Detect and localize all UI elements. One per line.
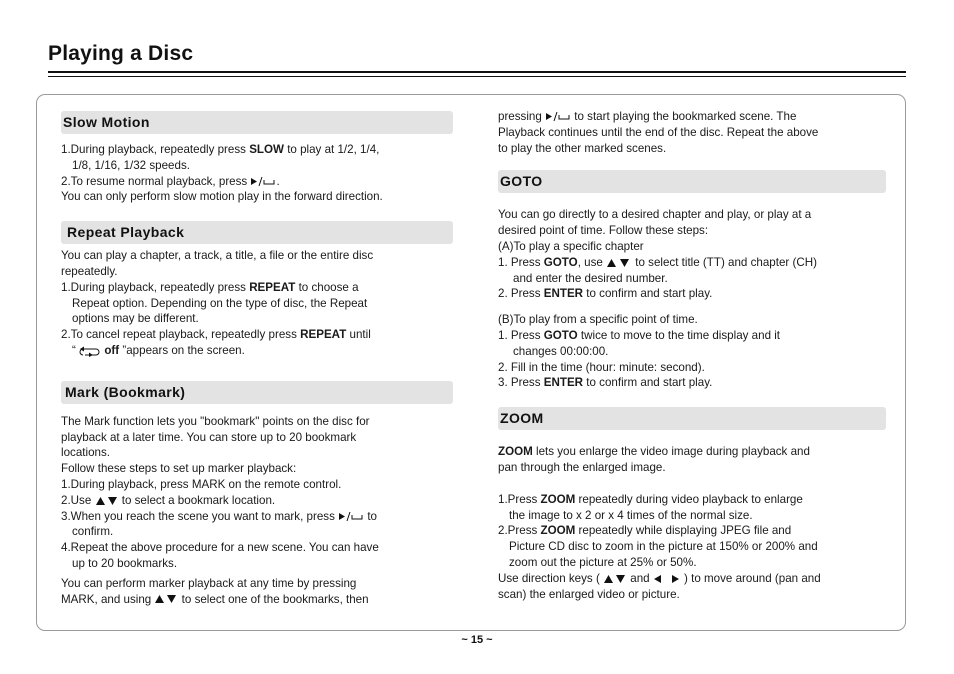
mark-line: locations. [61,446,110,460]
up-down-arrows-icon [603,574,627,584]
mark-line: 4.Repeat the above procedure for a new scene. You can have [61,541,379,555]
zoom-line: pan through the enlarged image. [498,460,666,474]
goto-line: (B)To play from a specific point of time. [498,313,698,327]
zoom-line: 2.Press ZOOM repeatedly while displaying JPEG file and [498,524,792,538]
zoom-heading: ZOOM [498,407,886,430]
right-column [498,109,886,602]
left-right-arrows-icon [653,574,681,584]
mark-line: playback at a later time. You can store up to 20 bookmark [61,430,357,444]
goto-line: 1. Press GOTO, use to select title (TT) and chapter (CH) [498,255,817,269]
page-number: ~ 15 ~ [461,634,493,646]
repeat-line: You can play a chapter, a track, a title, a file or the entire disc [61,249,374,263]
repeat-line: repeatedly. [61,264,118,278]
slow-motion-heading: Slow Motion [61,111,453,134]
play-pause-icon [250,176,276,187]
mark-line: The Mark function lets you "bookmark" points on the disc for [61,414,370,428]
title-rule-thick [48,71,906,73]
mark-line: 3.When you reach the scene you want to mark, press to [61,509,377,523]
mark-line: 2.Use to select a bookmark location. [61,493,276,507]
zoom-line: ZOOM lets you enlarge the video image during playback and [498,445,810,459]
goto-line: 2. Press ENTER to confirm and start play. [498,287,713,301]
mark-line: MARK, and using to select one of the bookmarks, then [61,592,369,606]
up-down-arrows-icon [154,594,178,604]
repeat-line: Repeat option. Depending on the type of disc, the Repeat [72,296,368,310]
slow-motion-line: 1/8, 1/16, 1/32 speeds. [72,158,190,172]
repeat-line: options may be different. [72,312,199,326]
slow-motion-line: 1.During playback, repeatedly press SLOW to play at 1/2, 1/4, [61,143,380,156]
mark-continued-line: pressing to start playing the bookmarked scene. The [498,110,797,123]
zoom-line: scan) the enlarged video or picture. [498,587,680,601]
goto-line: changes 00:00:00. [513,344,609,358]
mark-line: 1.During playback, press MARK on the remote control. [61,477,342,491]
play-pause-icon [338,511,364,522]
repeat-playback-heading: Repeat Playback [61,221,453,244]
goto-line: 1. Press GOTO twice to move to the time display and it [498,328,781,342]
slow-motion-line: 2.To resume normal playback, press . [61,174,280,188]
zoom-line: 1.Press ZOOM repeatedly during video playback to enlarge [498,492,803,506]
repeat-icon [79,345,101,357]
goto-line: and enter the desired number. [513,271,668,285]
goto-line: 2. Fill in the time (hour: minute: second). [498,360,705,374]
mark-line: You can perform marker playback at any time by pressing [61,576,357,590]
goto-line: You can go directly to a desired chapter and play, or play at a [498,208,812,222]
title-rule-thin [48,76,906,77]
up-down-arrows-icon [95,496,119,506]
page-title: Playing a Disc [48,42,194,65]
play-pause-icon [545,111,571,122]
zoom-line: Picture CD disc to zoom in the picture at 150% or 200% and [509,540,818,554]
repeat-line: “ off ”appears on the screen. [72,343,245,357]
left-column [61,111,453,607]
goto-heading: GOTO [498,170,886,193]
zoom-line: zoom out the picture at 25% or 50%. [509,555,697,569]
zoom-line: Use direction keys ( and ) to move around (pan and [498,571,821,585]
up-down-arrows-icon [606,258,632,268]
goto-line: desired point of time. Follow these steps: [498,224,709,238]
mark-bookmark-heading: Mark (Bookmark) [61,381,453,404]
mark-continued-line: to play the other marked scenes. [498,141,667,155]
slow-motion-line: You can only perform slow motion play in the forward direction. [61,190,383,204]
mark-line: Follow these steps to set up marker playback: [61,462,297,476]
goto-line: (A)To play a specific chapter [498,239,644,253]
zoom-line: the image to x 2 or x 4 times of the normal size. [509,508,753,522]
goto-line: 3. Press ENTER to confirm and start play. [498,376,713,390]
repeat-line: 2.To cancel repeat playback, repeatedly press REPEAT until [61,328,371,342]
mark-line: confirm. [72,525,114,539]
repeat-line: 1.During playback, repeatedly press REPEAT to choose a [61,280,359,294]
mark-continued-line: Playback continues until the end of the disc. Repeat the above [498,125,819,139]
mark-line: up to 20 bookmarks. [72,556,178,570]
